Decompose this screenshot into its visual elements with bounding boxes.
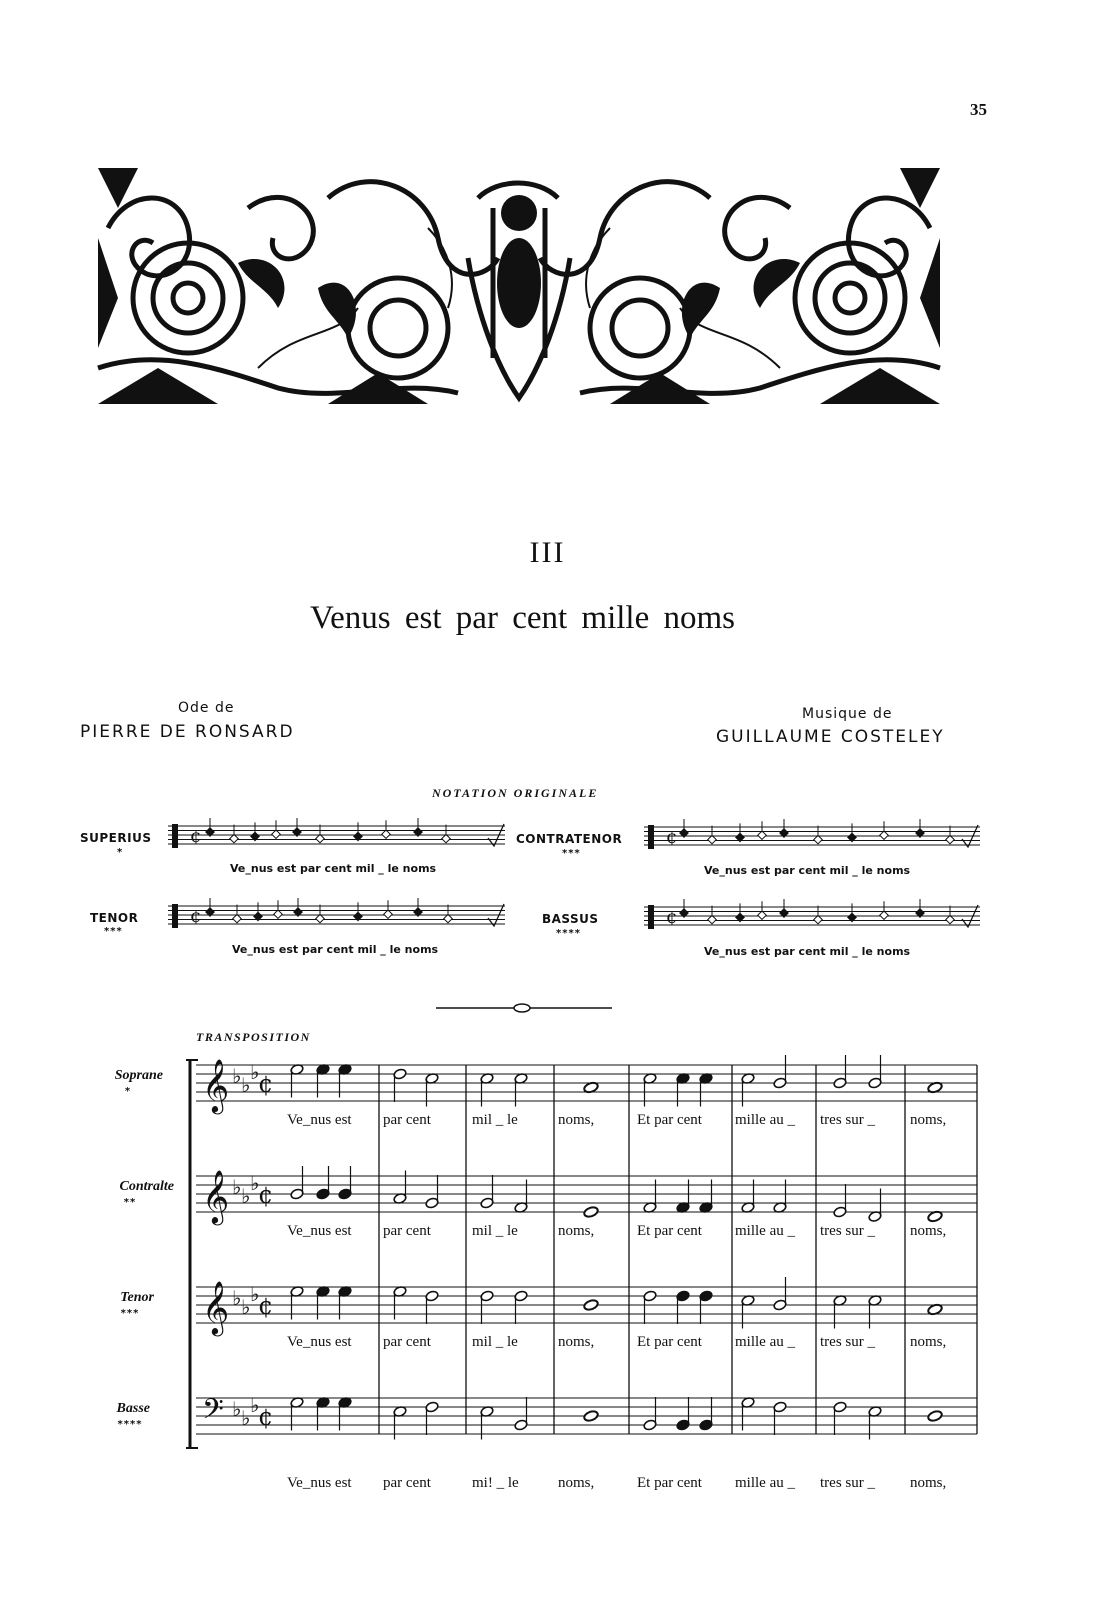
part-name-contralte: Contralte	[119, 1179, 174, 1194]
lyric-syllable: par cent	[383, 1334, 431, 1350]
treble-clef-icon: 𝄞	[202, 1169, 230, 1223]
lyric-syllable: mille au _	[735, 1223, 795, 1239]
piece-number: III	[529, 536, 566, 569]
lyric-syllable: Et par cent	[637, 1112, 702, 1128]
whole-note	[583, 1410, 599, 1423]
lyric-syllable: noms,	[910, 1334, 947, 1350]
lyric-syllable: mi! _ le	[472, 1475, 519, 1491]
poet-name: PIERRE DE RONSARD	[80, 722, 295, 742]
lyric-syllable: mille au _	[735, 1475, 795, 1491]
flat-icon: ♭	[232, 1397, 242, 1421]
lyric-syllable: mil _ le	[472, 1223, 518, 1239]
lyric-syllable: Et par cent	[637, 1475, 702, 1491]
voice-stars-tenor: ***	[104, 926, 123, 937]
voice-stars-bassus: ****	[556, 928, 581, 939]
flat-icon: ♭	[250, 1060, 260, 1084]
voice-lyric-superius: Ve_nus est par cent mil _ le noms	[230, 862, 437, 875]
lyric-syllable: noms,	[910, 1223, 947, 1239]
lyric-syllable: noms,	[558, 1475, 595, 1491]
flat-icon: ♭	[250, 1282, 260, 1306]
cut-time-icon: ¢	[258, 1292, 274, 1320]
page-number: 35	[970, 100, 987, 119]
lyric-syllable: Ve_nus est	[287, 1223, 352, 1239]
flat-icon: ♭	[241, 1073, 251, 1097]
composer-name: GUILLAUME COSTELEY	[716, 727, 945, 747]
lyric-syllable: noms,	[910, 1112, 947, 1128]
lyric-syllable: Ve_nus est	[287, 1475, 352, 1491]
lyric-syllable: tres sur _	[820, 1334, 875, 1350]
flat-icon: ♭	[250, 1171, 260, 1195]
lyric-syllable: noms,	[910, 1475, 947, 1491]
lyric-syllable: noms,	[558, 1334, 595, 1350]
voice-stars-superius: *	[117, 847, 124, 858]
part-name-basse: Basse	[116, 1401, 150, 1416]
lyric-syllable: Ve_nus est	[287, 1112, 352, 1128]
lyric-syllable: tres sur _	[820, 1223, 875, 1239]
orig-mensuration-sign: ¢	[190, 826, 202, 847]
whole-note	[583, 1299, 599, 1312]
part-stars-soprane: *	[124, 1086, 132, 1097]
flat-icon: ♭	[250, 1393, 260, 1417]
flat-icon: ♭	[232, 1286, 242, 1310]
voice-stars-contratenor: ***	[562, 848, 581, 859]
cut-time-icon: ¢	[258, 1070, 274, 1098]
whole-note	[583, 1206, 599, 1219]
lyric-syllable: mille au _	[735, 1112, 795, 1128]
cut-time-icon: ¢	[258, 1181, 274, 1209]
part-stars-basse: ****	[117, 1419, 143, 1430]
flat-icon: ♭	[232, 1064, 242, 1088]
whole-note	[927, 1410, 943, 1423]
part-name-tenor: Tenor	[120, 1290, 154, 1305]
bass-clef-icon: 𝄢	[202, 1393, 224, 1433]
composer-label: Musique de	[802, 706, 893, 722]
voice-lyric-bassus: Ve_nus est par cent mil _ le noms	[704, 945, 911, 958]
voice-name-contratenor: CONTRATENOR	[516, 832, 623, 846]
lyric-syllable: noms,	[558, 1223, 595, 1239]
lyric-syllable: Ve_nus est	[287, 1334, 352, 1350]
orig-mensuration-sign: ¢	[666, 907, 678, 928]
voice-lyric-tenor: Ve_nus est par cent mil _ le noms	[232, 943, 439, 956]
lyric-syllable: noms,	[558, 1112, 595, 1128]
treble-clef-icon: 𝄞	[202, 1280, 230, 1334]
voice-lyric-contratenor: Ve_nus est par cent mil _ le noms	[704, 864, 911, 877]
poet-label: Ode de	[178, 700, 235, 716]
lyric-syllable: mille au _	[735, 1334, 795, 1350]
flat-icon: ♭	[241, 1184, 251, 1208]
lyric-syllable: par cent	[383, 1475, 431, 1491]
voice-name-superius: SUPERIUS	[80, 831, 152, 845]
orig-mensuration-sign: ¢	[666, 827, 678, 848]
flat-icon: ♭	[241, 1295, 251, 1319]
lyric-syllable: tres sur _	[820, 1112, 875, 1128]
voice-name-bassus: BASSUS	[542, 912, 599, 926]
flat-icon: ♭	[232, 1175, 242, 1199]
flat-icon: ♭	[241, 1406, 251, 1430]
lyric-syllable: par cent	[383, 1112, 431, 1128]
part-stars-tenor: ***	[120, 1308, 140, 1319]
part-stars-contralte: **	[123, 1197, 137, 1208]
lyric-syllable: par cent	[383, 1223, 431, 1239]
voice-name-tenor: TENOR	[90, 911, 139, 925]
lyric-syllable: Et par cent	[637, 1334, 702, 1350]
lyric-syllable: Et par cent	[637, 1223, 702, 1239]
orig-mensuration-sign: ¢	[190, 906, 202, 927]
part-name-soprane: Soprane	[114, 1068, 163, 1083]
original-notation-heading: NOTATION ORIGINALE	[432, 786, 599, 800]
lyric-syllable: mil _ le	[472, 1112, 518, 1128]
treble-clef-icon: 𝄞	[202, 1058, 230, 1112]
cut-time-icon: ¢	[258, 1403, 274, 1431]
lyric-syllable: tres sur _	[820, 1475, 875, 1491]
piece-title: Venus est par cent mille noms	[309, 600, 735, 636]
transposition-heading: TRANSPOSITION	[196, 1030, 311, 1044]
lyric-syllable: mil _ le	[472, 1334, 518, 1350]
